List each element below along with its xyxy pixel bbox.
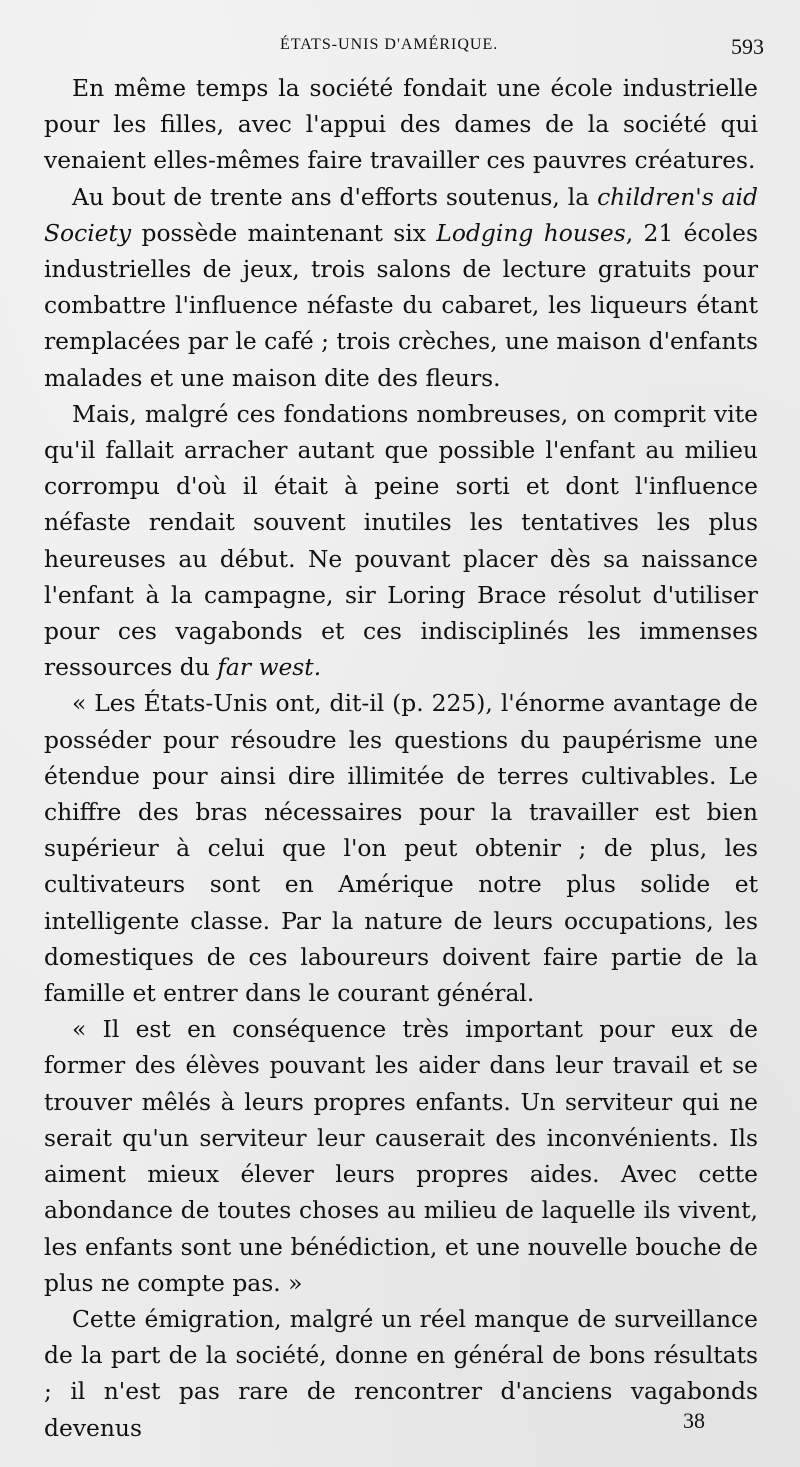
- running-title: ÉTATS-UNIS D'AMÉRIQUE.: [280, 36, 499, 53]
- italic-term: far west.: [217, 653, 322, 682]
- paragraph: « Les États-Unis ont, dit-il (p. 225), l'énorme avantage de posséder pour résoudre les questions du paupérisme une étendue pour ainsi dire illimitée de terres cultivables. Le chiffre des bras nécessaires pour la travailler est bien supérieur à celui que l'on peut obtenir ; de plus, les cultivateurs sont en Amérique notre plus solide et intelligente classe. Par la nature de leurs occupations, les domestiques de ces laboureurs doivent faire partie de la famille et entrer dans le courant général.: [44, 689, 758, 1008]
- italic-term: children's aid Society: [44, 182, 758, 247]
- paragraph: En même temps la société fondait une école industrielle pour les filles, avec l'appui des dames de la société qui venaient elles-mêmes faire travailler ces pauvres créatures.: [44, 74, 758, 175]
- italic-term: Lodging houses: [436, 218, 626, 247]
- paragraph: « Il est en conséquence très important pour eux de former des élèves pouvant les aider dans leur travail et se trouver mêlés à leurs propres enfants. Un serviteur qui ne serait qu'un serviteur leur causerait des inconvénients. Ils aiment mieux élever leurs propres aides. Avec cette abondance de toutes choses au milieu de laquelle ils vivent, les enfants sont une bénédiction, et une nouvelle bouche de plus ne compte pas. »: [44, 1015, 758, 1297]
- body-text: [44, 70, 758, 1446]
- paragraph: Cette émigration, malgré un réel manque de surveillance de la part de la société, donne en général de bons résultats ; il n'est pas rare de rencontrer d'anciens vagabonds devenus: [44, 1304, 758, 1442]
- text-span: Mais, malgré ces fondations nombreuses, on comprit vite qu'il fallait arracher autant que possible l'enfant au milieu corrompu d'où il était à peine sorti et dont l'influence néfaste rendait souvent inutiles les tentatives les plus heureuses au début. Ne pouvant placer dès sa naissance l'enfant à la campagne, sir Loring Brace résolut d'utiliser pour ces vagabonds et ces indisciplinés les immenses ressources du: [44, 399, 758, 682]
- text-span: Au bout de trente ans d'efforts soutenus, la: [72, 182, 598, 211]
- paragraph: [44, 396, 758, 686]
- text-span: possède maintenant six: [131, 218, 437, 247]
- running-head: [0, 36, 800, 60]
- text-span: , 21 écoles industrielles de jeux, trois salons de lecture gratuits pour combattre l'influence néfaste du cabaret, les liqueurs étant remplacées par le café ; trois crèches, une maison d'enfants malades et une maison dite des fleurs.: [44, 218, 759, 392]
- paragraph: [44, 179, 758, 396]
- signature-mark: 38: [683, 1408, 705, 1433]
- page-number: 593: [731, 34, 764, 59]
